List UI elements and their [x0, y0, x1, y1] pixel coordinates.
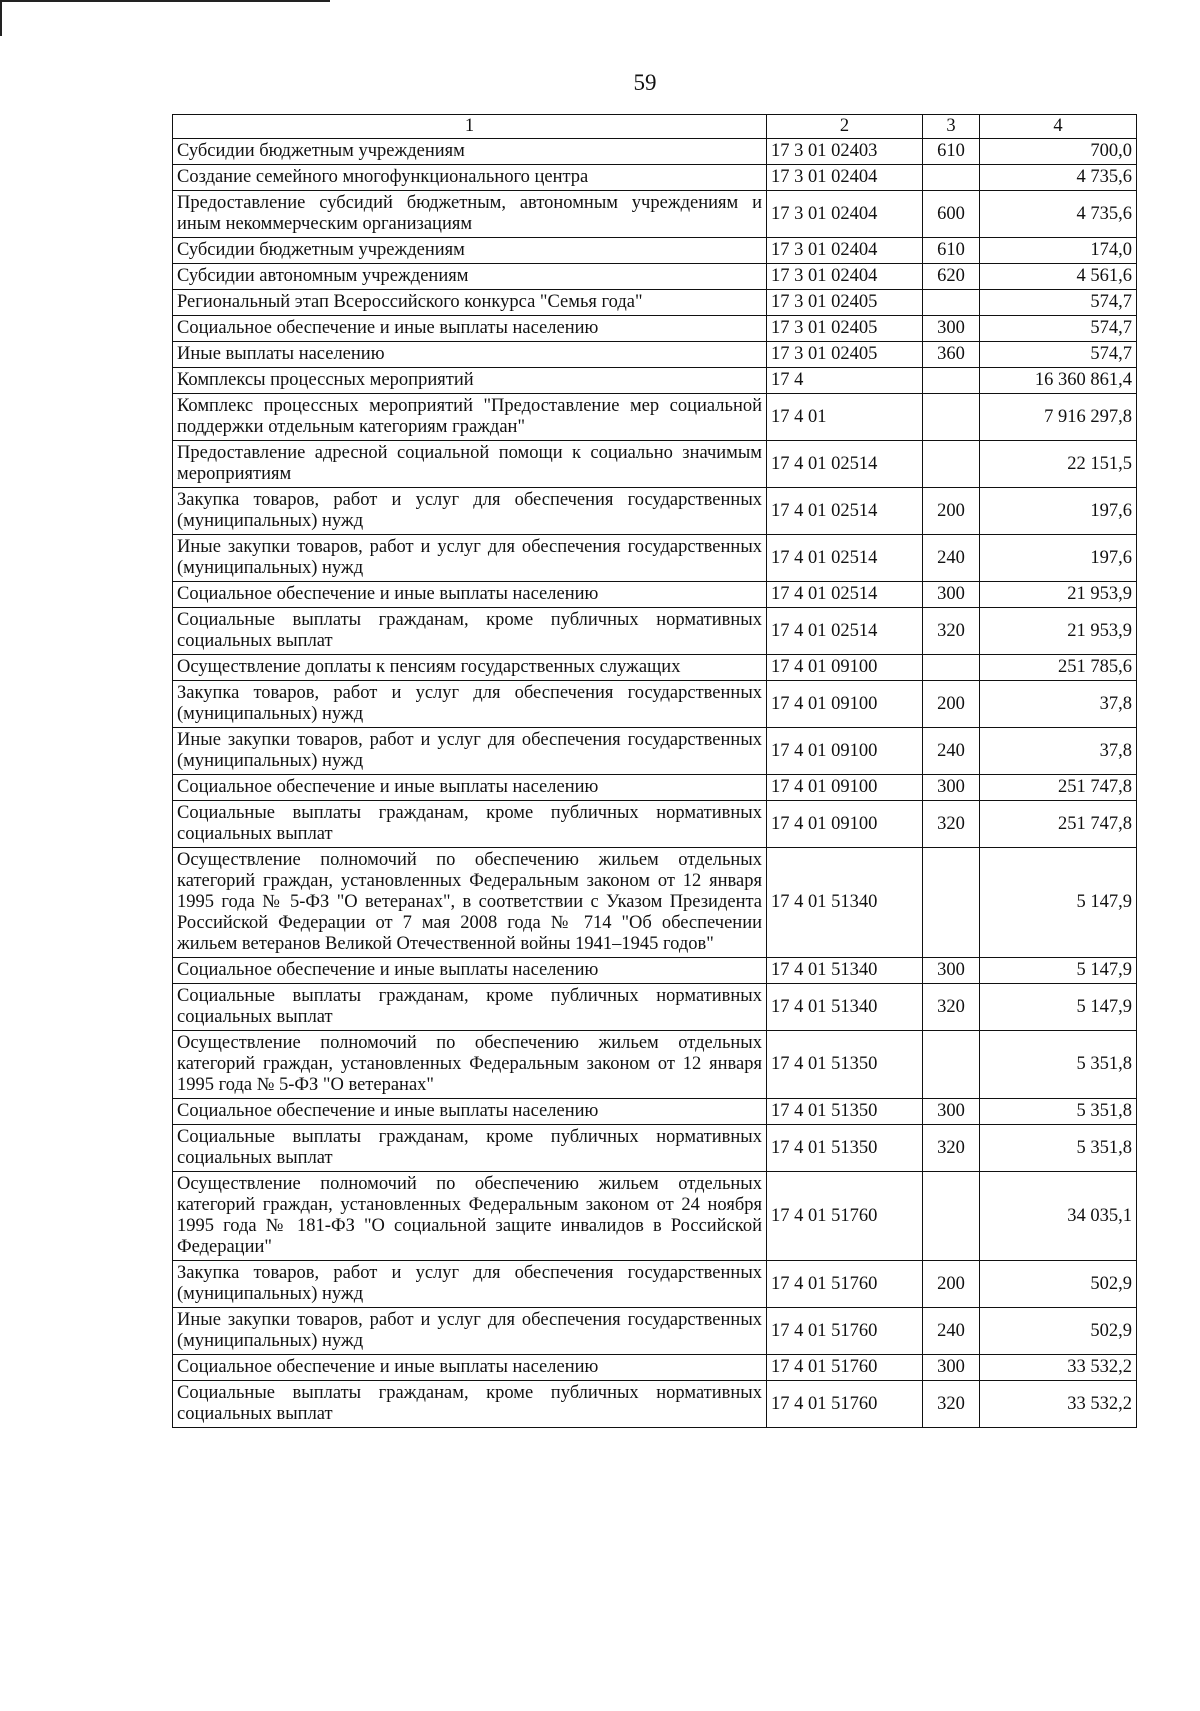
row-type-cell: 240	[923, 1308, 980, 1355]
row-amount-cell: 251 747,8	[980, 801, 1137, 848]
row-name-cell: Субсидии бюджетным учреждениям	[173, 139, 767, 165]
row-amount-cell: 574,7	[980, 316, 1137, 342]
row-type-cell	[923, 165, 980, 191]
row-type-cell: 300	[923, 958, 980, 984]
header-col-3: 3	[923, 115, 980, 139]
table-row	[173, 801, 1137, 848]
table-row	[173, 1261, 1137, 1308]
table-row	[173, 958, 1137, 984]
table-row	[173, 681, 1137, 728]
row-amount-cell: 197,6	[980, 535, 1137, 582]
row-type-cell: 300	[923, 1355, 980, 1381]
row-amount-cell: 700,0	[980, 139, 1137, 165]
row-code-cell: 17 4 01 51350	[767, 1031, 923, 1099]
row-type-cell: 240	[923, 535, 980, 582]
row-name-cell: Иные закупки товаров, работ и услуг для обеспечения государственных (муниципальных) нужд	[173, 1308, 767, 1355]
row-amount-cell: 34 035,1	[980, 1172, 1137, 1261]
row-name-cell: Социальные выплаты гражданам, кроме публичных нормативных социальных выплат	[173, 608, 767, 655]
row-code-cell: 17 4 01 09100	[767, 681, 923, 728]
row-type-cell	[923, 1031, 980, 1099]
row-name-cell: Социальное обеспечение и иные выплаты населению	[173, 1355, 767, 1381]
row-amount-cell: 251 747,8	[980, 775, 1137, 801]
row-code-cell: 17 4 01 51340	[767, 848, 923, 958]
row-type-cell: 360	[923, 342, 980, 368]
scan-border-left	[0, 0, 2, 36]
row-code-cell: 17 3 01 02404	[767, 238, 923, 264]
row-code-cell: 17 3 01 02405	[767, 342, 923, 368]
table-row	[173, 441, 1137, 488]
row-type-cell	[923, 394, 980, 441]
table-row	[173, 1099, 1137, 1125]
row-code-cell: 17 4 01 51760	[767, 1355, 923, 1381]
row-type-cell: 600	[923, 191, 980, 238]
table-row	[173, 139, 1137, 165]
row-type-cell	[923, 290, 980, 316]
table-row	[173, 290, 1137, 316]
row-type-cell	[923, 368, 980, 394]
table-row	[173, 264, 1137, 290]
row-code-cell: 17 4 01 09100	[767, 728, 923, 775]
row-amount-cell: 251 785,6	[980, 655, 1137, 681]
table-row	[173, 1031, 1137, 1099]
row-name-cell: Комплекс процессных мероприятий "Предоставление мер социальной поддержки отдельным категориям граждан"	[173, 394, 767, 441]
row-code-cell: 17 4	[767, 368, 923, 394]
row-code-cell: 17 4 01 02514	[767, 488, 923, 535]
row-type-cell: 200	[923, 488, 980, 535]
table-row	[173, 848, 1137, 958]
row-type-cell: 300	[923, 1099, 980, 1125]
row-type-cell	[923, 441, 980, 488]
table-row	[173, 1381, 1137, 1428]
row-name-cell: Закупка товаров, работ и услуг для обеспечения государственных (муниципальных) нужд	[173, 488, 767, 535]
row-amount-cell: 5 351,8	[980, 1099, 1137, 1125]
row-type-cell: 320	[923, 801, 980, 848]
row-amount-cell: 5 351,8	[980, 1031, 1137, 1099]
row-type-cell: 300	[923, 316, 980, 342]
row-amount-cell: 502,9	[980, 1308, 1137, 1355]
row-amount-cell: 5 351,8	[980, 1125, 1137, 1172]
row-type-cell	[923, 1172, 980, 1261]
row-type-cell: 320	[923, 608, 980, 655]
row-type-cell: 320	[923, 1381, 980, 1428]
row-code-cell: 17 4 01 09100	[767, 775, 923, 801]
table-row	[173, 728, 1137, 775]
row-name-cell: Иные закупки товаров, работ и услуг для обеспечения государственных (муниципальных) нужд	[173, 728, 767, 775]
table-row	[173, 775, 1137, 801]
row-amount-cell: 22 151,5	[980, 441, 1137, 488]
row-name-cell: Закупка товаров, работ и услуг для обеспечения государственных (муниципальных) нужд	[173, 1261, 767, 1308]
row-code-cell: 17 4 01 51340	[767, 958, 923, 984]
row-code-cell: 17 4 01 51350	[767, 1125, 923, 1172]
row-code-cell: 17 4 01 02514	[767, 535, 923, 582]
row-name-cell: Комплексы процессных мероприятий	[173, 368, 767, 394]
row-type-cell	[923, 848, 980, 958]
header-col-2: 2	[767, 115, 923, 139]
row-amount-cell: 4 735,6	[980, 165, 1137, 191]
row-name-cell: Социальные выплаты гражданам, кроме публичных нормативных социальных выплат	[173, 1125, 767, 1172]
row-name-cell: Предоставление субсидий бюджетным, автономным учреждениям и иным некоммерческим организациям	[173, 191, 767, 238]
row-code-cell: 17 4 01 51760	[767, 1261, 923, 1308]
header-col-1: 1	[173, 115, 767, 139]
table-row	[173, 655, 1137, 681]
row-code-cell: 17 4 01 51760	[767, 1381, 923, 1428]
row-code-cell: 17 4 01 51760	[767, 1172, 923, 1261]
row-code-cell: 17 3 01 02405	[767, 316, 923, 342]
row-amount-cell: 16 360 861,4	[980, 368, 1137, 394]
row-name-cell: Иные закупки товаров, работ и услуг для обеспечения государственных (муниципальных) нужд	[173, 535, 767, 582]
table-row	[173, 488, 1137, 535]
row-amount-cell: 4 561,6	[980, 264, 1137, 290]
row-type-cell: 610	[923, 139, 980, 165]
row-amount-cell: 33 532,2	[980, 1355, 1137, 1381]
row-code-cell: 17 4 01 02514	[767, 441, 923, 488]
table-row	[173, 608, 1137, 655]
row-type-cell: 300	[923, 582, 980, 608]
table-row	[173, 582, 1137, 608]
row-amount-cell: 37,8	[980, 681, 1137, 728]
row-code-cell: 17 4 01 02514	[767, 608, 923, 655]
row-name-cell: Социальные выплаты гражданам, кроме публичных нормативных социальных выплат	[173, 984, 767, 1031]
table-row	[173, 368, 1137, 394]
row-code-cell: 17 4 01 51340	[767, 984, 923, 1031]
row-name-cell: Социальное обеспечение и иные выплаты населению	[173, 1099, 767, 1125]
table-row	[173, 984, 1137, 1031]
row-type-cell: 320	[923, 1125, 980, 1172]
row-code-cell: 17 4 01 09100	[767, 655, 923, 681]
row-type-cell: 300	[923, 775, 980, 801]
row-code-cell: 17 3 01 02404	[767, 165, 923, 191]
row-type-cell: 620	[923, 264, 980, 290]
row-amount-cell: 574,7	[980, 290, 1137, 316]
row-name-cell: Иные выплаты населению	[173, 342, 767, 368]
row-name-cell: Осуществление доплаты к пенсиям государственных служащих	[173, 655, 767, 681]
table-row	[173, 165, 1137, 191]
row-type-cell	[923, 655, 980, 681]
row-amount-cell: 174,0	[980, 238, 1137, 264]
row-name-cell: Закупка товаров, работ и услуг для обеспечения государственных (муниципальных) нужд	[173, 681, 767, 728]
table-row	[173, 316, 1137, 342]
row-amount-cell: 21 953,9	[980, 582, 1137, 608]
row-amount-cell: 7 916 297,8	[980, 394, 1137, 441]
row-name-cell: Осуществление полномочий по обеспечению жильем отдельных категорий граждан, установленных Федеральным законом от 24 ноября 1995 года № 181-ФЗ "О социальной защите инвалидов в Российской Федерации"	[173, 1172, 767, 1261]
table-row	[173, 1308, 1137, 1355]
page-number: 59	[633, 70, 657, 95]
budget-table	[172, 114, 1137, 1428]
row-name-cell: Осуществление полномочий по обеспечению жильем отдельных категорий граждан, установленных Федеральным законом от 12 января 1995 года № 5-ФЗ "О ветеранах", в соответствии с Указом Президента Российской Федерации от 7 мая 2008 года № 714 "Об обеспечении жильем ветеранов Великой Отечественной войны 1941–1945 годов"	[173, 848, 767, 958]
row-code-cell: 17 4 01 51760	[767, 1308, 923, 1355]
row-amount-cell: 4 735,6	[980, 191, 1137, 238]
row-name-cell: Региональный этап Всероссийского конкурса "Семья года"	[173, 290, 767, 316]
table-row	[173, 1355, 1137, 1381]
row-code-cell: 17 3 01 02404	[767, 191, 923, 238]
header-col-4: 4	[980, 115, 1137, 139]
row-name-cell: Социальные выплаты гражданам, кроме публичных нормативных социальных выплат	[173, 801, 767, 848]
row-amount-cell: 197,6	[980, 488, 1137, 535]
table-row	[173, 535, 1137, 582]
row-name-cell: Субсидии бюджетным учреждениям	[173, 238, 767, 264]
scan-border-top	[0, 0, 330, 2]
row-type-cell: 320	[923, 984, 980, 1031]
row-name-cell: Социальное обеспечение и иные выплаты населению	[173, 316, 767, 342]
table-header-row	[173, 115, 1137, 139]
table-row	[173, 238, 1137, 264]
row-code-cell: 17 4 01	[767, 394, 923, 441]
table-row	[173, 342, 1137, 368]
row-amount-cell: 5 147,9	[980, 984, 1137, 1031]
row-type-cell: 610	[923, 238, 980, 264]
row-name-cell: Предоставление адресной социальной помощи к социально значимым мероприятиям	[173, 441, 767, 488]
row-name-cell: Социальные выплаты гражданам, кроме публичных нормативных социальных выплат	[173, 1381, 767, 1428]
table-row	[173, 191, 1137, 238]
row-amount-cell: 21 953,9	[980, 608, 1137, 655]
row-code-cell: 17 4 01 02514	[767, 582, 923, 608]
row-type-cell: 240	[923, 728, 980, 775]
table-row	[173, 1172, 1137, 1261]
row-name-cell: Социальное обеспечение и иные выплаты населению	[173, 775, 767, 801]
row-name-cell: Социальное обеспечение и иные выплаты населению	[173, 958, 767, 984]
row-name-cell: Осуществление полномочий по обеспечению жильем отдельных категорий граждан, установленных Федеральным законом от 12 января 1995 года № 5-ФЗ "О ветеранах"	[173, 1031, 767, 1099]
row-name-cell: Субсидии автономным учреждениям	[173, 264, 767, 290]
row-code-cell: 17 3 01 02403	[767, 139, 923, 165]
row-amount-cell: 5 147,9	[980, 848, 1137, 958]
row-amount-cell: 574,7	[980, 342, 1137, 368]
row-code-cell: 17 4 01 09100	[767, 801, 923, 848]
row-code-cell: 17 3 01 02405	[767, 290, 923, 316]
table-row	[173, 1125, 1137, 1172]
table-body	[173, 139, 1137, 1428]
row-name-cell: Социальное обеспечение и иные выплаты населению	[173, 582, 767, 608]
row-type-cell: 200	[923, 1261, 980, 1308]
row-amount-cell: 33 532,2	[980, 1381, 1137, 1428]
row-code-cell: 17 3 01 02404	[767, 264, 923, 290]
row-amount-cell: 502,9	[980, 1261, 1137, 1308]
row-amount-cell: 5 147,9	[980, 958, 1137, 984]
row-type-cell: 200	[923, 681, 980, 728]
row-code-cell: 17 4 01 51350	[767, 1099, 923, 1125]
row-amount-cell: 37,8	[980, 728, 1137, 775]
table-row	[173, 394, 1137, 441]
row-name-cell: Создание семейного многофункционального центра	[173, 165, 767, 191]
